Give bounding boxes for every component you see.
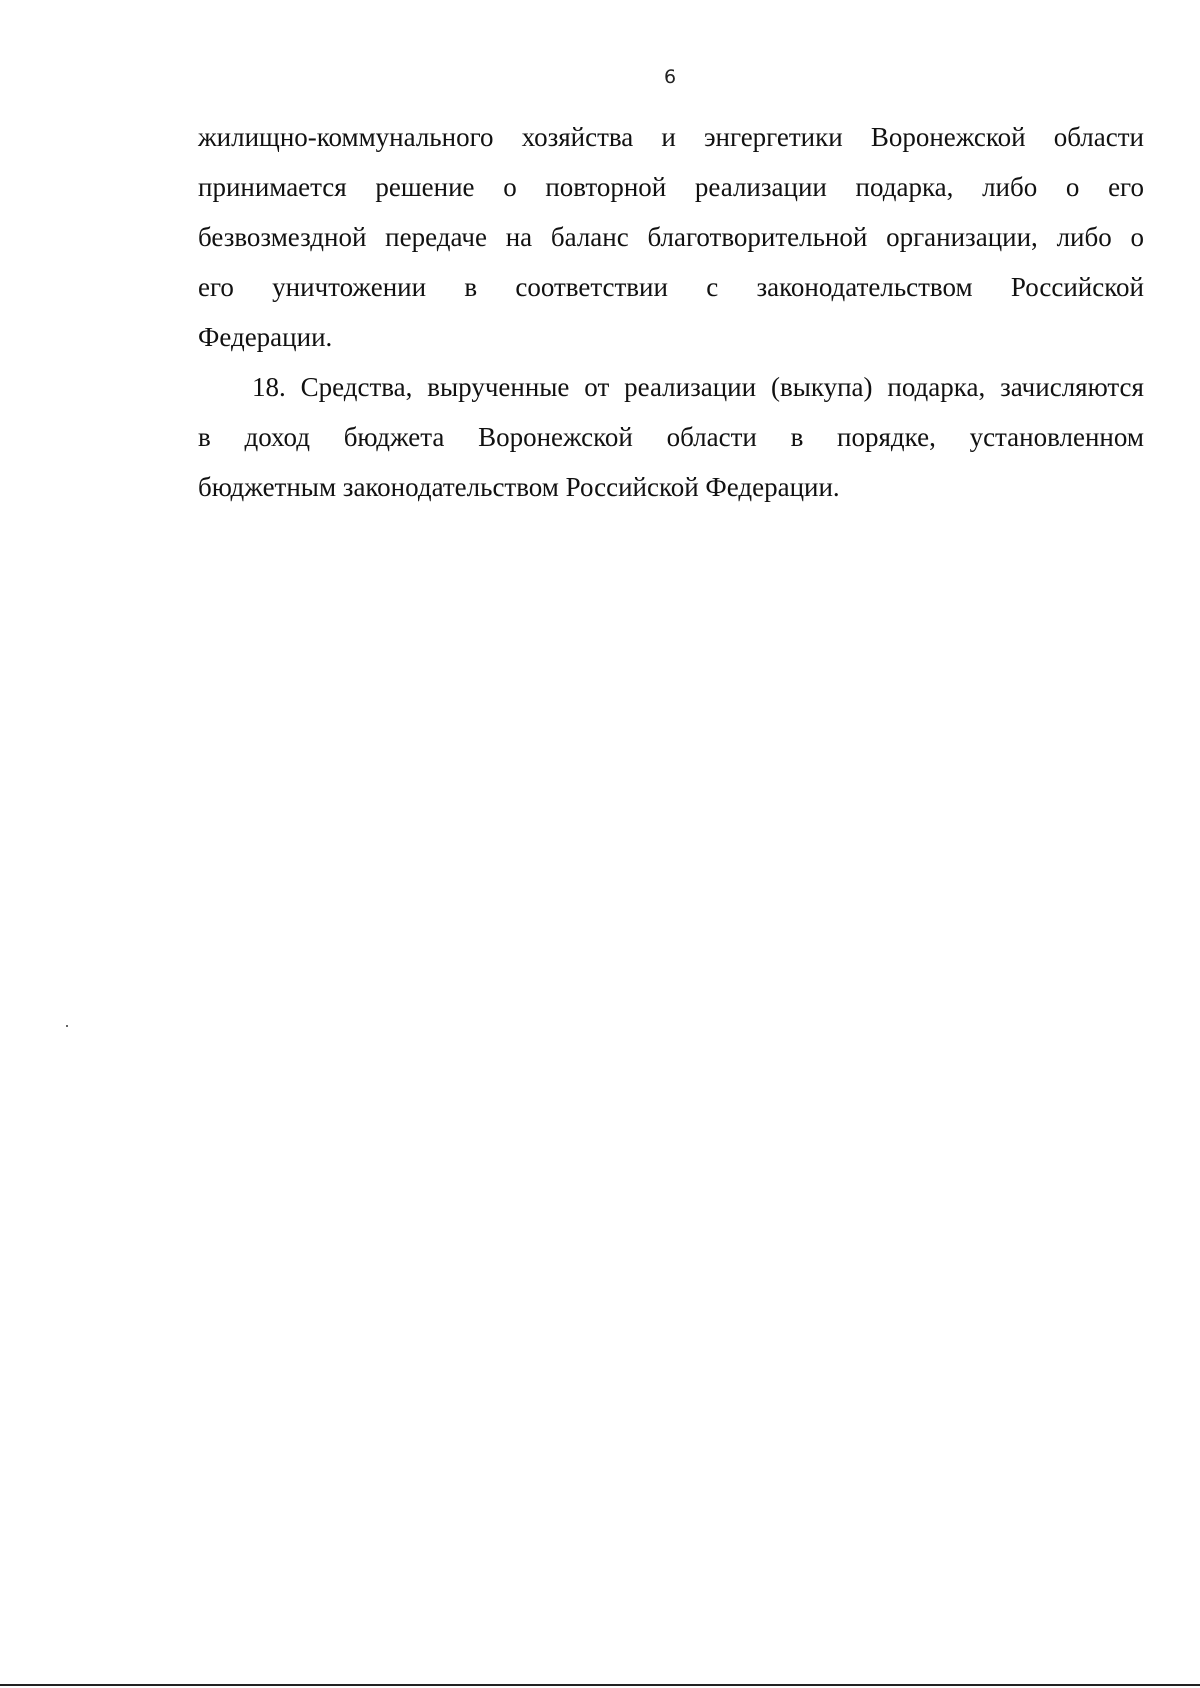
word: хозяйства xyxy=(521,122,634,152)
word: в xyxy=(464,272,478,302)
word: вырученные xyxy=(427,372,570,402)
word: реализации xyxy=(694,172,827,202)
text-line xyxy=(198,262,1144,312)
word: его xyxy=(1108,172,1144,202)
scan-speck xyxy=(66,1025,68,1027)
word: на xyxy=(505,222,533,252)
bottom-edge-line xyxy=(0,1684,1200,1686)
word: области xyxy=(666,422,757,452)
text-line xyxy=(198,362,1144,412)
paragraph-18 xyxy=(198,362,1144,512)
word: реализации xyxy=(624,372,757,402)
page-number: 6 xyxy=(663,66,677,88)
word: либо xyxy=(982,172,1038,202)
paragraph-17-continuation xyxy=(198,112,1144,362)
word: подарка, xyxy=(855,172,954,202)
word: (выкупа) xyxy=(770,372,873,402)
word: безвозмездной xyxy=(198,222,367,252)
text-line: Федерации. xyxy=(198,322,333,352)
word: повторной xyxy=(545,172,667,202)
word: 18. xyxy=(252,372,286,402)
word: в xyxy=(198,422,211,452)
word: бюджета xyxy=(343,422,445,452)
word: либо xyxy=(1056,222,1112,252)
word: с xyxy=(706,272,719,302)
word: передаче xyxy=(385,222,487,252)
text-line: бюджетным законодательством Российской Федерации. xyxy=(198,472,840,502)
word: о xyxy=(1065,172,1080,202)
word: принимается xyxy=(198,172,347,202)
word: его xyxy=(198,272,234,302)
document-body xyxy=(198,112,1144,512)
word: соответствии xyxy=(515,272,668,302)
word: в xyxy=(790,422,804,452)
word: доход xyxy=(244,422,310,452)
word: порядке, xyxy=(837,422,936,452)
word: Воронежской xyxy=(870,122,1026,152)
word: и xyxy=(661,122,676,152)
word: о xyxy=(1130,222,1144,252)
text-line xyxy=(198,212,1144,262)
word: подарка, xyxy=(887,372,986,402)
word: о xyxy=(503,172,517,202)
word: установленном xyxy=(969,422,1144,452)
text-line xyxy=(198,412,1144,462)
word: Российской xyxy=(1010,272,1144,302)
word: зачисляются xyxy=(1000,372,1144,402)
word: области xyxy=(1053,122,1144,152)
word: Воронежской xyxy=(478,422,633,452)
text-line xyxy=(198,112,1144,162)
word: энгергетики xyxy=(703,122,843,152)
word: баланс xyxy=(550,222,629,252)
word: благотворительной xyxy=(647,222,868,252)
word: решение xyxy=(375,172,475,202)
word: организации, xyxy=(886,222,1038,252)
word: от xyxy=(584,372,610,402)
text-line xyxy=(198,162,1144,212)
word: Средства, xyxy=(300,372,413,402)
word: жилищно-коммунального xyxy=(198,122,494,152)
word: уничтожении xyxy=(272,272,427,302)
word: законодательством xyxy=(756,272,973,302)
